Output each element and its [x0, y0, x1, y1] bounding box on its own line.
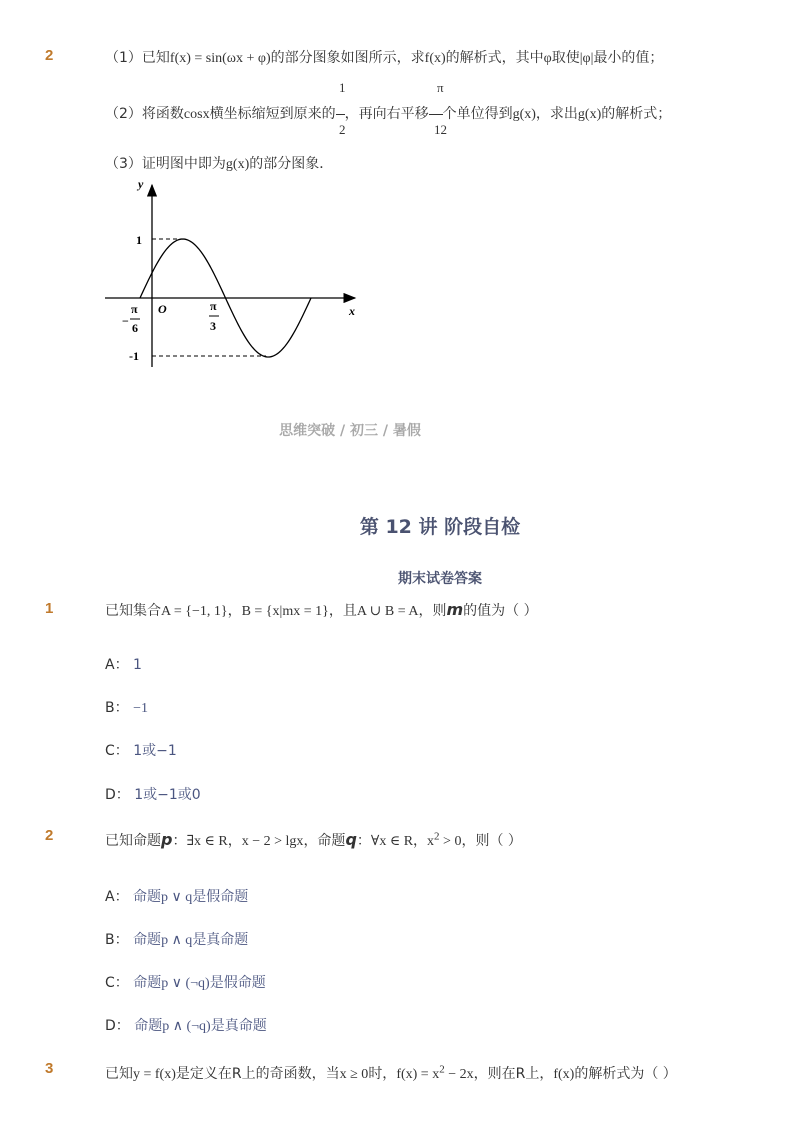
question-number: 3 [45, 1060, 54, 1077]
option-c[interactable]: C： 1或−1 [105, 743, 177, 759]
x-tick-right-den: 3 [210, 319, 216, 333]
sine-graph [100, 175, 370, 375]
question-number: 2 [45, 827, 54, 844]
x-tick-left-sign: − [122, 314, 129, 328]
question-stem: 已知集合A = {−1, 1}，B = {x|mx = 1}，且A ∪ B = A，则m的值为（ ） [105, 600, 538, 619]
y-axis-label: y [138, 177, 144, 191]
problem-number: 2 [45, 47, 54, 64]
fraction-denominator: 2 [339, 122, 346, 137]
question-stem: 已知y = f(x)是定义在R上的奇函数，当x ≥ 0时，$f(x) = x^2 - 2x$，则在R上，f(x)的解析式为（ ） [105, 1063, 677, 1082]
question-number: 1 [45, 600, 54, 617]
option-a[interactable]: A： 命题p ∨ q是假命题 [105, 889, 249, 905]
problem-part-1: （1）已知f(x) = sin(ωx + φ)的部分图象如图所示，求f(x)的解析式，其中φ取使|φ|最小的值； [105, 50, 664, 66]
problem-part-2: （2）将函数cosx横坐标缩短到原来的 ，再向右平移 个单位得到g(x)，求出g(x)的解析式； [105, 106, 672, 122]
fraction-numerator: 1 [339, 80, 346, 95]
option-c[interactable]: C： 命题p ∨ (¬q)是假命题 [105, 975, 266, 991]
y-tick-top: 1 [136, 233, 142, 247]
breadcrumb: 思维突破 / 初三 / 暑假 [279, 423, 421, 439]
x-tick-left-num: π [131, 302, 138, 316]
x-tick-left-den: 6 [132, 321, 138, 335]
x-tick-right-num: π [210, 299, 217, 313]
fraction-bar [429, 114, 443, 115]
option-b[interactable]: B： 命题p ∧ q是真命题 [105, 932, 249, 948]
option-a[interactable]: A： 1 [105, 657, 142, 673]
problem-part-3: （3）证明图中即为g(x)的部分图象． [105, 156, 334, 172]
question-stem: 已知命题p：∃x ∈ R，x − 2 > lgx，命题q：∀x ∈ R，$x^2 > 0$，则（ ） [105, 830, 522, 849]
option-b[interactable]: B： −1 [105, 700, 148, 716]
option-d[interactable]: D： 命题p ∧ (¬q)是真命题 [105, 1018, 267, 1034]
fraction-denominator: 12 [434, 122, 447, 137]
fraction-numerator: π [437, 80, 444, 95]
origin-label: O [158, 302, 167, 316]
fraction-bar [336, 114, 345, 115]
section-title: 期末试卷答案 [398, 571, 482, 587]
page-title: 第 12 讲 阶段自检 [359, 516, 521, 538]
x-axis-label: x [349, 304, 355, 318]
option-d[interactable]: D： 1或−1或0 [105, 787, 201, 803]
y-tick-bottom: -1 [129, 349, 139, 363]
